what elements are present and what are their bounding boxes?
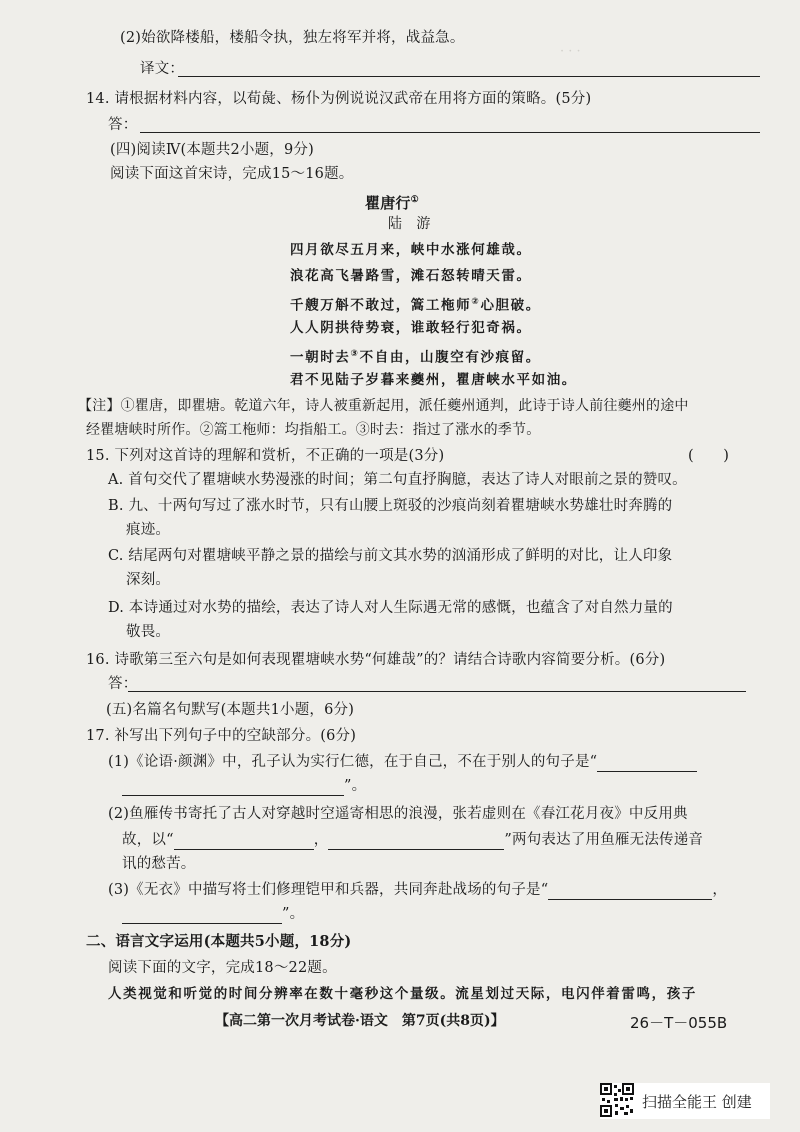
poem-line: 君不见陆子岁暮来夔州，瞿唐峡水平如油。 [290,372,577,388]
poem-notes-line1: 【注】①瞿唐，即瞿塘。乾道六年，诗人被重新起用，派任夔州通判，此诗于诗人前往夔州的途中 [78,398,689,414]
q15-option-d: D. 本诗通过对水势的描绘，表达了诗人对人生际遇无常的感慨，也蕴含了对自然力量的 [108,600,673,616]
q17-blank-1b[interactable] [122,779,344,796]
q15-option-d-cont: 敬畏。 [126,624,171,640]
poem-line: 人人阴拱待势衰，谁敢轻行犯奇祸。 [290,320,532,336]
q17-item1: (1)《论语·颜渊》中，孔子认为实行仁德，在于自己，不在于别人的句子是“ [108,752,697,772]
q17-item1-cont: ”。 [122,776,366,796]
qr-code-icon [600,1083,634,1117]
q13-sentence: (2)始欲降楼船，楼船令执，独左将军并将，战益急。 [120,30,465,46]
poem-title: 瞿唐行① [365,194,419,212]
q14-stem: 14. 请根据材料内容，以荀彘、杨仆为例说说汉武帝在用将方面的策略。(5分) [86,91,592,107]
q16-answer-line[interactable] [128,691,746,692]
q17-item2: (2)鱼雁传书寄托了古人对穿越时空遥寄相思的浪漫，张若虚则在《春江花月夜》中反用典 [108,806,688,822]
q15-stem: 15. 下列对这首诗的理解和赏析，不正确的一项是(3分) [86,448,445,464]
q17-stem: 17. 补写出下列句子中的空缺部分。(6分) [86,728,357,744]
part2-passage-line: 人类视觉和听觉的时间分辨率在数十毫秒这个量级。流星划过天际，电闪伴着雷鸣，孩子 [108,986,697,1002]
q17-item2-cont: 故，以“ ， ”两句表达了用鱼雁无法传递音 [122,832,704,848]
q17-blank-3a[interactable] [548,883,712,900]
poem-notes-line2: 经瞿塘峡时所作。②篙工柂师：均指船工。③时去：指过了涨水的季节。 [86,422,541,438]
q15-option-b: B. 九、十两句写过了涨水时节，只有山腰上斑驳的沙痕尚刻着瞿塘峡水势雄壮时奔腾的 [108,498,673,514]
q15-option-b-cont: 痕迹。 [126,522,171,538]
page-footer: 【高二第一次月考试卷·语文 第7页(共8页)】 [215,1013,505,1029]
section4-intro: 阅读下面这首宋诗，完成15～16题。 [110,166,354,182]
poem-author: 陆 游 [388,216,431,232]
q13-translation-label: 译文： [140,61,185,77]
q17-item2-end: 讯的愁苦。 [122,856,196,872]
scanner-watermark [600,1083,770,1119]
q15-option-c: C. 结尾两句对瞿塘峡平静之景的描绘与前文其水势的汹涌形成了鲜明的对比，让人印象 [108,548,673,564]
q13-translation-line[interactable] [178,76,760,77]
q15-option-c-cont: 深刻。 [126,572,171,588]
q16-answer-label: 答： [108,676,138,692]
section5-header: (五)名篇名句默写(本题共1小题，6分) [106,702,355,718]
part2-intro: 阅读下面的文字，完成18～22题。 [108,960,337,976]
q15-answer-bracket[interactable]: ( ) [688,448,730,464]
bleed-through: · · · [560,44,581,59]
section4-header: (四)阅读Ⅳ(本题共2小题，9分) [110,142,314,158]
exam-code: 26－T－055B [630,1014,728,1032]
q17-item3-cont: ”。 [122,904,304,924]
poem-line: 浪花高飞暑路雪，滩石怒转晴天雷。 [290,268,532,284]
q17-blank-2b[interactable] [328,833,504,850]
q17-blank-2a[interactable] [174,833,314,850]
poem-line: 一朝时去③不自由，山腹空有沙痕留。 [290,349,541,366]
q14-answer-label: 答： [108,117,138,133]
poem-line: 四月欲尽五月来，峡中水涨何雄哉。 [290,242,532,258]
scanner-credit: 扫描全能王 创建 [642,1093,752,1111]
poem-line: 千艘万斛不敢过，篙工柂师②心胆破。 [290,297,541,314]
q14-answer-line[interactable] [140,132,760,133]
q17-item3: (3)《无衣》中描写将士们修理铠甲和兵器，共同奔赴战场的句子是“ ， [108,882,728,898]
part2-header: 二、语言文字运用(本题共5小题，18分) [86,933,352,950]
q16-stem: 16. 诗歌第三至六句是如何表现瞿塘峡水势“何雄哉”的？请结合诗歌内容简要分析。(6分) [86,652,666,668]
q17-blank-3b[interactable] [122,907,282,924]
q15-option-a: A. 首句交代了瞿塘峡水势漫涨的时间；第二句直抒胸臆，表达了诗人对眼前之景的赞叹。 [108,472,687,488]
q17-blank-1a[interactable] [597,755,697,772]
